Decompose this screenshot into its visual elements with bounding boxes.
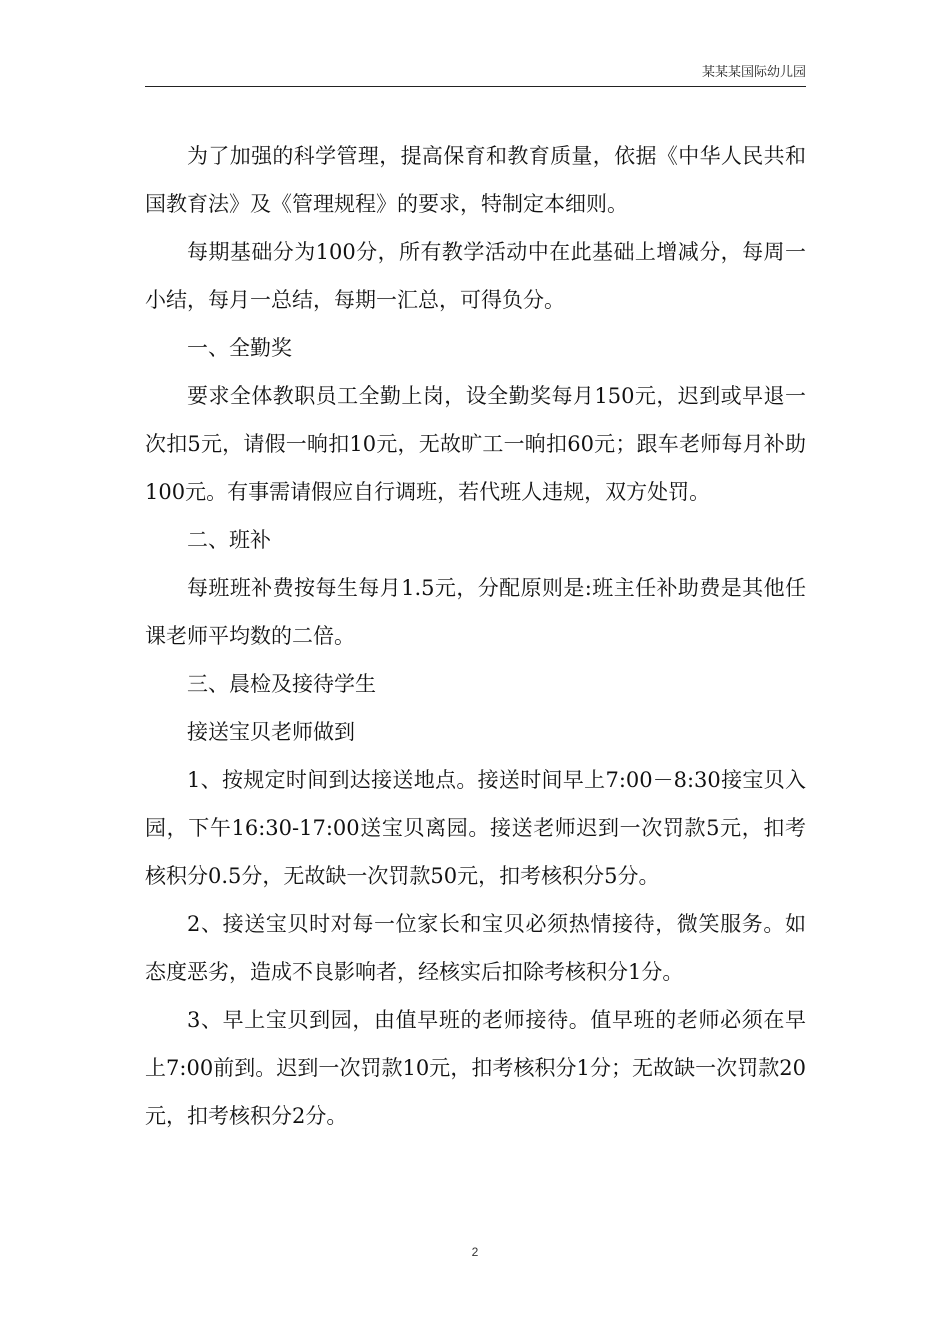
class-subsidy-paragraph: 每班班补费按每生每月1.5元，分配原则是:班主任补助费是其他任课老师平均数的二倍。 (145, 576, 806, 648)
base-score-paragraph: 每期基础分为100分，所有教学活动中在此基础上增减分，每周一小结，每月一总结，每期一汇总，可得负分。 (145, 240, 806, 312)
page-header (145, 64, 806, 87)
rule-item-1: 1、按规定时间到达接送地点。接送时间早上7:00－8:30接宝贝入园，下午16:30-17:00送宝贝离园。接送老师迟到一次罚款5元，扣考核积分0.5分，无故缺一次罚款50元，扣考核积分5分。 (145, 768, 806, 888)
pickup-teacher-intro: 接送宝贝老师做到 (187, 720, 355, 744)
section-heading-class-subsidy: 二、班补 (187, 528, 271, 552)
page-number: 2 (471, 1245, 479, 1259)
rule-item-3: 3、早上宝贝到园，由值早班的老师接待。值早班的老师必须在早上7:00前到。迟到一次罚款10元，扣考核积分1分；无故缺一次罚款20元，扣考核积分2分。 (145, 1008, 806, 1128)
intro-paragraph: 为了加强的科学管理，提高保育和教育质量，依据《中华人民共和国教育法》及《管理规程》的要求，特制定本细则。 (145, 144, 806, 216)
section-heading-morning-check: 三、晨检及接待学生 (187, 672, 376, 696)
attendance-paragraph: 要求全体教职员工全勤上岗，设全勤奖每月150元，迟到或早退一次扣5元，请假一晌扣10元，无故旷工一晌扣60元；跟车老师每月补助100元。有事需请假应自行调班，若代班人违规，双方处罚。 (145, 384, 806, 504)
document-body (145, 132, 806, 1140)
header-org-name: 某某某国际幼儿园 (701, 65, 806, 80)
section-heading-attendance: 一、全勤奖 (187, 336, 292, 360)
rule-item-2: 2、接送宝贝时对每一位家长和宝贝必须热情接待，微笑服务。如态度恶劣，造成不良影响者，经核实后扣除考核积分1分。 (145, 912, 806, 984)
